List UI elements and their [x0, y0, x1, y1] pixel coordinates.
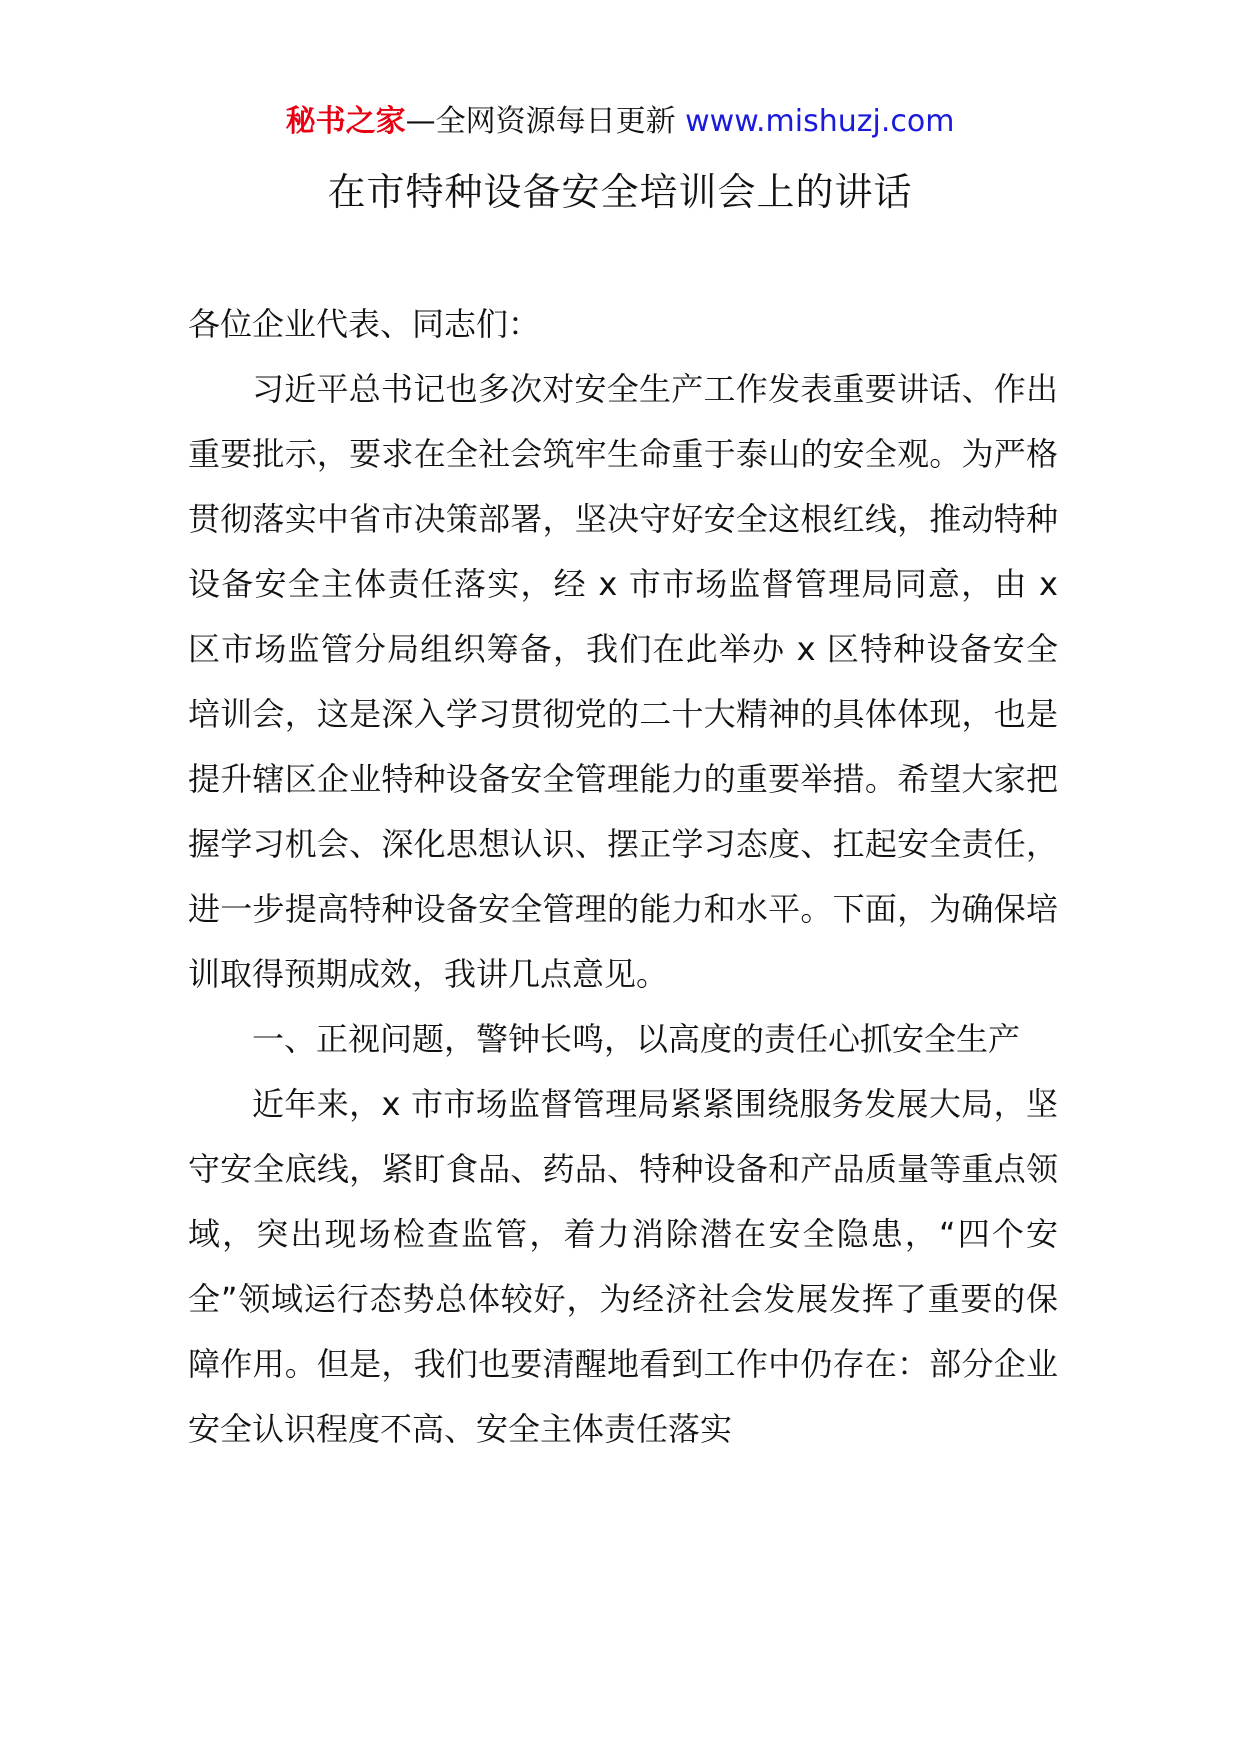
banner-slogan: —全网资源每日更新 — [405, 104, 686, 139]
body-paragraph: 习近平总书记也多次对安全生产工作发表重要讲话、作出重要批示，要求在全社会筑牢生命重于泰山的安全观。为严格贯彻落实中省市决策部署，坚决守好安全这根红线，推动特种设备安全主体责任落实，经 x 市市场监督管理局同意，由 x 区市场监管分局组织筹备，我们在此举办 x 区特种设备安全培训会，这是深入学习贯彻党的二十大精神的具体体现，也是提升辖区企业特种设备安全管理能力的重要举措。希望大家把握学习机会、深化思想认识、摆正学习态度、扛起安全责任，进一步提高特种设备安全管理的能力和水平。下面，为确保培训取得预期成效，我讲几点意见。 — [188, 370, 1058, 993]
salutation: 各位企业代表、同志们： — [188, 305, 541, 343]
document-body — [188, 292, 1058, 1462]
section-heading: 一、正视问题，警钟长鸣，以高度的责任心抓安全生产 — [252, 1020, 1021, 1058]
body-paragraph: 近年来，x 市市场监督管理局紧紧围绕服务发展大局，坚守安全底线，紧盯食品、药品、特种设备和产品质量等重点领域，突出现场检查监管，着力消除潜在安全隐患，“四个安全”领域运行态势总体较好，为经济社会发展发挥了重要的保障作用。但是，我们也要清醒地看到工作中仍存在：部分企业安全认识程度不高、安全主体责任落实 — [188, 1085, 1058, 1448]
document-title: 在市特种设备安全培训会上的讲话 — [327, 170, 913, 214]
site-url-link[interactable]: www.mishuzj.com — [685, 104, 955, 139]
site-banner — [0, 102, 1240, 142]
brand-name: 秘书之家 — [285, 104, 406, 139]
